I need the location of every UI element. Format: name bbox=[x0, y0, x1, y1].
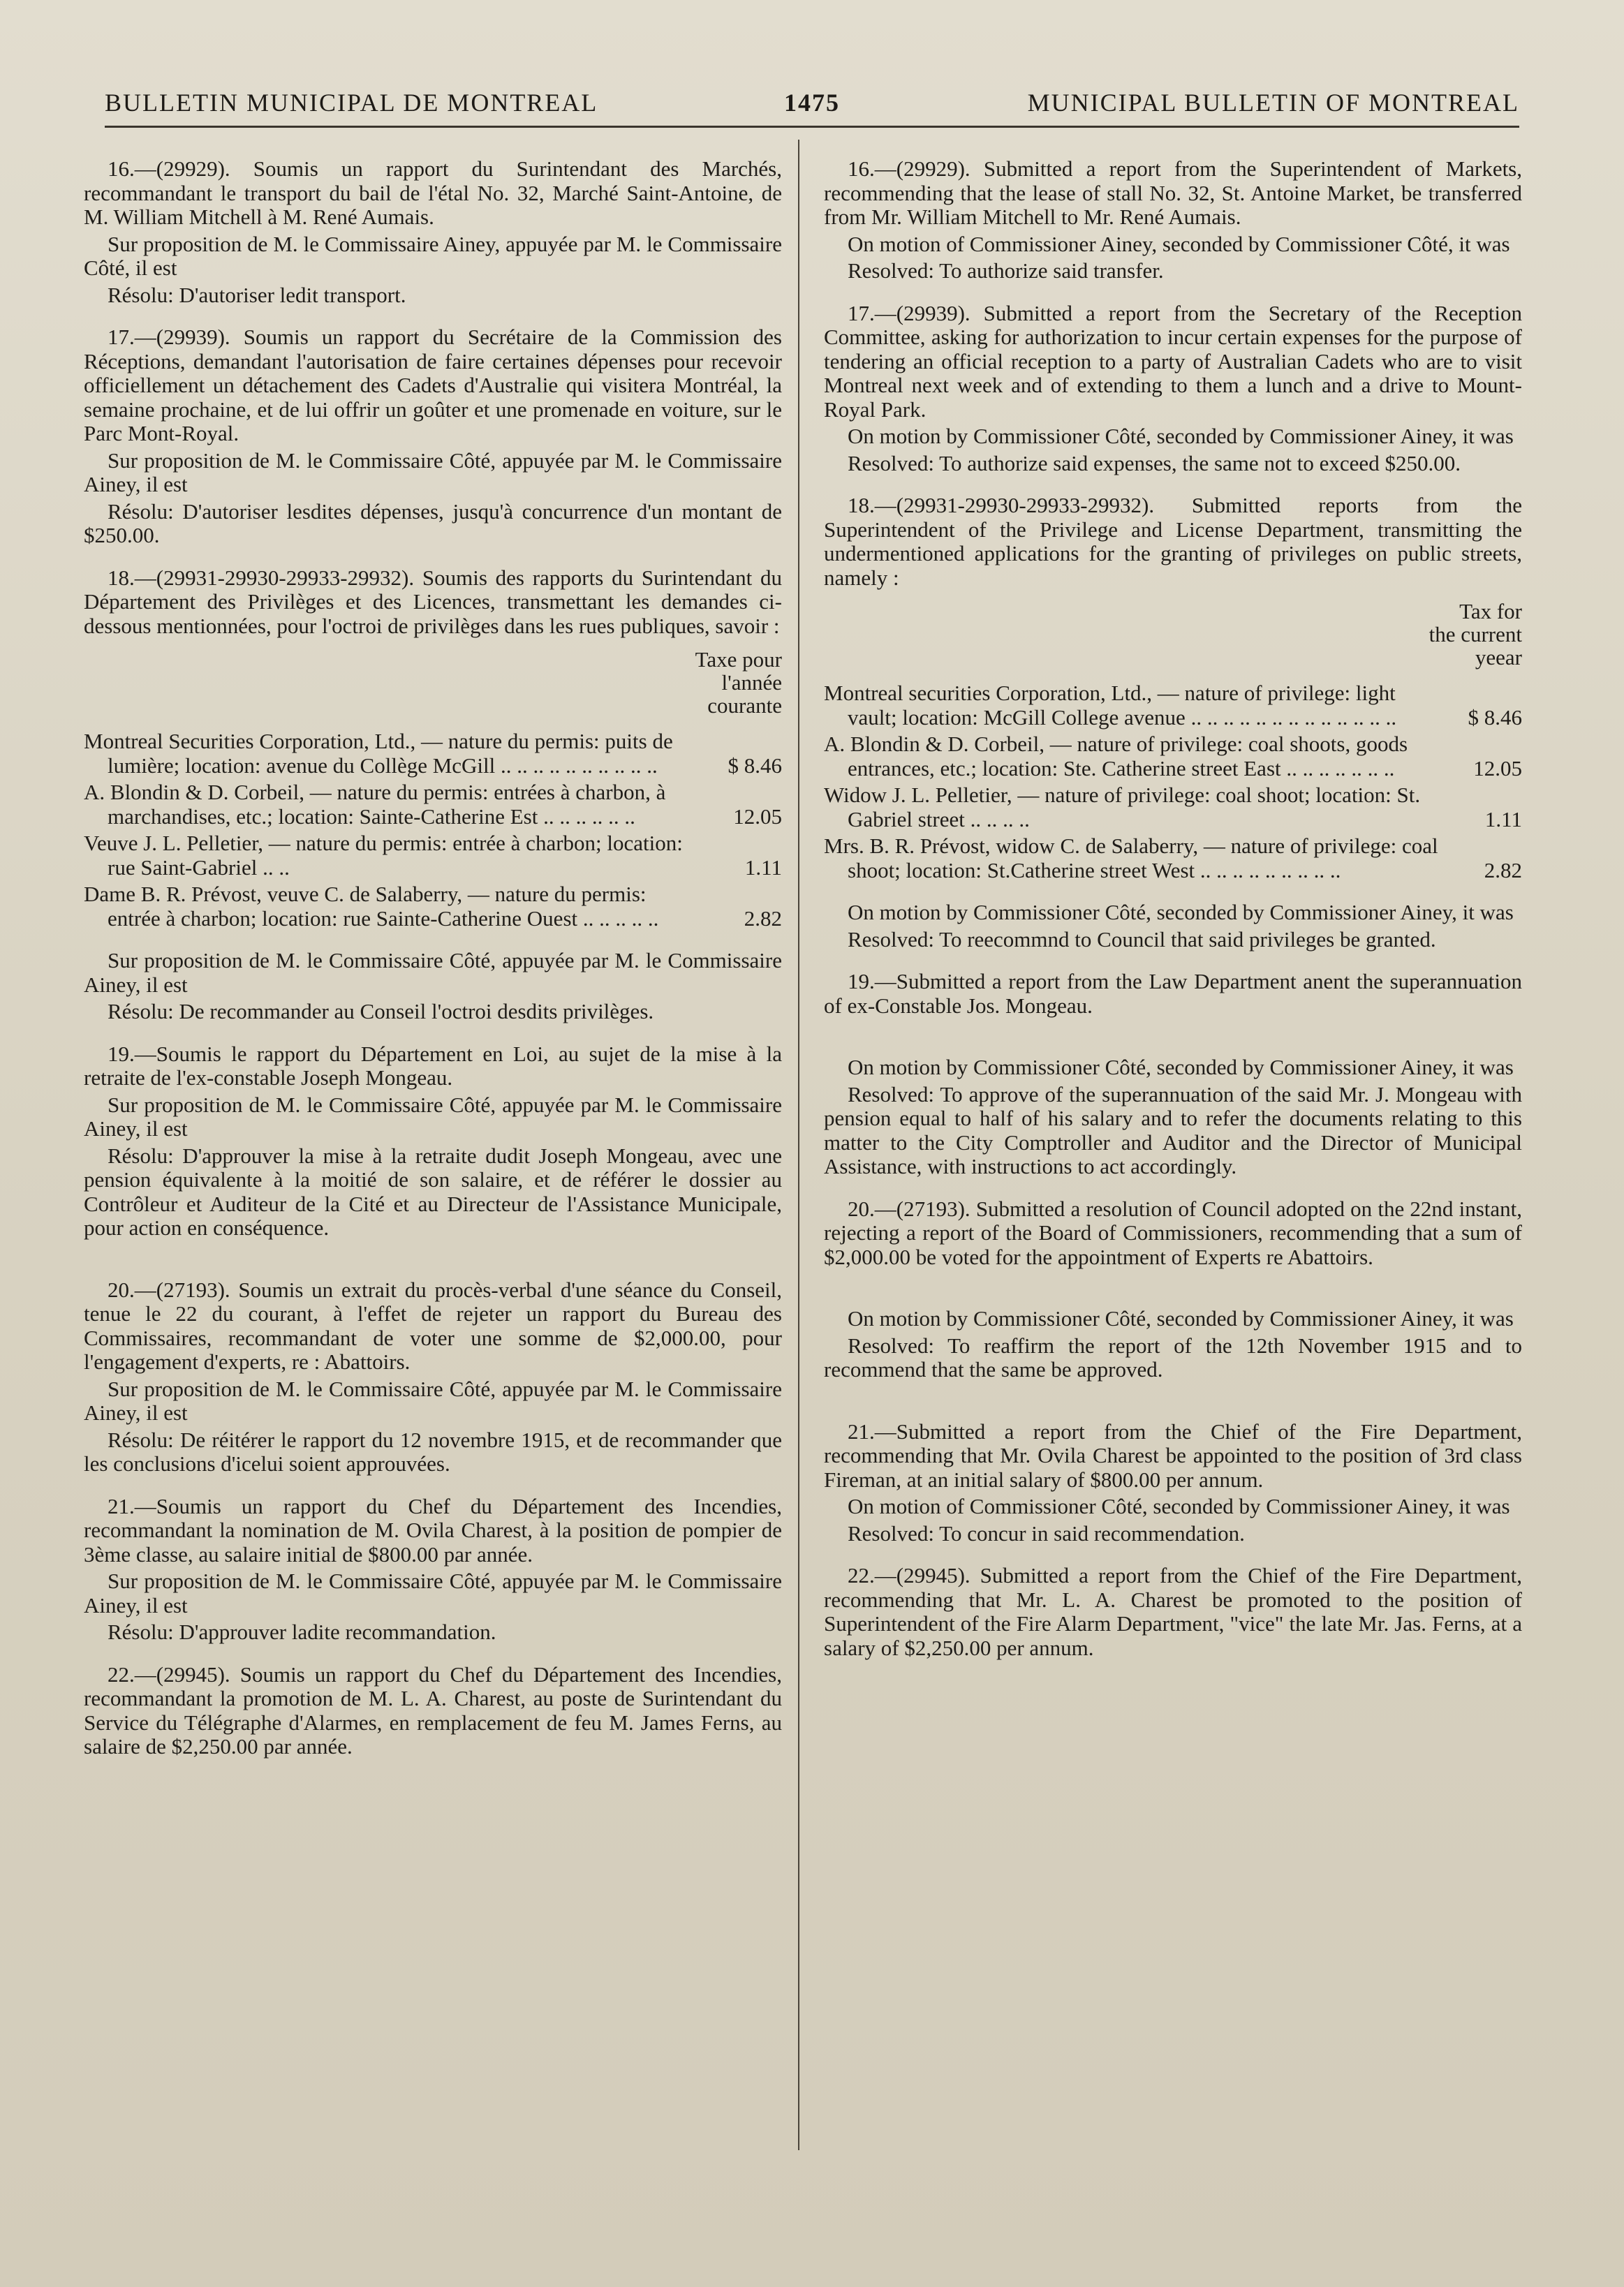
fr-item17-text: 17.—(29939). Soumis un rapport du Secrétaire de la Commission des Réceptions, demandant l'autorisation de faire certaines dépenses pour recevoir officiellement un détachement des Cadets d'Australie qui visitera Montréal, la semaine prochaine, et de lui offrir un goûter et une promenade en voiture, sur le Parc Mont-Royal. bbox=[84, 325, 782, 445]
en-entry-description: A. Blondin & D. Corbeil, — nature of privilege: coal shoots, goods entrances, etc.; location: Ste. Catherine street East .. .. .. .. .. .. .. bbox=[824, 732, 1408, 780]
en-privilege-entry bbox=[824, 732, 1522, 780]
en-entry-description: Mrs. B. R. Prévost, widow C. de Salaberry, — nature of privilege: coal shoot; location: St.Catherine street West .. .. .. .. .. .. .. .. .. bbox=[824, 834, 1438, 882]
fr-entry-description: Veuve J. L. Pelletier, — nature du permis: entrée à charbon; location: rue Saint-Gabriel .. .. bbox=[84, 831, 683, 880]
en-entry-description: Montreal securities Corporation, Ltd., — nature of privilege: light vault; location: McGill College avenue .. .. .. .. .. .. .. .. .. .. .. .. .. bbox=[824, 681, 1397, 730]
en-entry-amount: 2.82 bbox=[1484, 857, 1522, 882]
en-entry-amount: $ 8.46 bbox=[1468, 704, 1522, 730]
fr-item19-motion: Sur proposition de M. le Commissaire Côté, appuyée par M. le Commissaire Ainey, il est bbox=[84, 1092, 782, 1141]
en-item17-text: 17.—(29939). Submitted a report from the Secretary of the Reception Committee, asking for authorization to incur certain expenses for the purpose of tendering an official reception to a party of Australian Cadets who are to visit Montreal next week and of extending to them a lunch and a drive to Mount-Royal Park. bbox=[824, 300, 1522, 422]
fr-tax-header-line2: l'année bbox=[721, 670, 782, 695]
fr-item22-text: 22.—(29945). Soumis un rapport du Chef du Département des Incendies, recommandant la promotion de M. L. A. Charest, au poste de Surintendant du Service du Télégraphe d'Alarmes, en remplacement de feu M. James Ferns, au salaire de $2,250.00 par année. bbox=[84, 1661, 782, 1759]
en-item19-resolution: Resolved: To approve of the superannuation of the said Mr. J. Mongeau with pension equal to half of his salary and to refer the documents relating to this matter to the City Comptroller and Auditor and the Director of Municipal Assistance, with instructions to act accordingly. bbox=[824, 1081, 1522, 1178]
en-item16-resolution: Resolved: To authorize said transfer. bbox=[848, 258, 1164, 283]
fr-privilege-entry bbox=[84, 831, 782, 880]
fr-item17-motion: Sur proposition de M. le Commissaire Côté, appuyée par M. le Commissaire Ainey, il est bbox=[84, 447, 782, 496]
fr-entry-description: Montreal Securities Corporation, Ltd., — nature du permis: puits de lumière; location: avenue du Collège McGill .. .. .. .. .. .. .. .. .. .. bbox=[84, 729, 673, 778]
fr-item21-motion: Sur proposition de M. le Commissaire Côté, appuyée par M. le Commissaire Ainey, il est bbox=[84, 1569, 782, 1618]
fr-item16-motion: Sur proposition de M. le Commissaire Ainey, appuyée par M. le Commissaire Côté, il est bbox=[84, 231, 782, 280]
en-item18-motion: On motion by Commissioner Côté, seconded by Commissioner Ainey, it was bbox=[848, 900, 1514, 924]
en-item19-motion: On motion by Commissioner Côté, seconded by Commissioner Ainey, it was bbox=[848, 1055, 1514, 1079]
fr-item18-text: 18.—(29931-29930-29933-29932). Soumis des rapports du Surintendant du Département des Privilèges et des Licences, transmettant les demandes ci-dessous mentionnées, pour l'octroi de privilèges dans les rues publiques, savoir : bbox=[84, 565, 782, 638]
en-tax-header-line1: Tax for bbox=[1459, 599, 1522, 623]
en-item22-text: 22.—(29945). Submitted a report from the Chief of the Fire Department, recommending that Mr. L. A. Charest be promoted to the position of Superintendent of the Fire Alarm Department, "vice" the late Mr. Jas. Ferns, at a salary of $2,250.00 per annum. bbox=[824, 1563, 1522, 1660]
en-tax-header-line2: the current bbox=[1429, 622, 1522, 646]
fr-tax-column-header bbox=[84, 648, 782, 717]
fr-privilege-entry bbox=[84, 780, 782, 829]
french-column bbox=[84, 157, 782, 1762]
en-item21-motion: On motion of Commissioner Côté, seconded by Commissioner Ainey, it was bbox=[848, 1494, 1510, 1518]
fr-tax-header-line3: courante bbox=[707, 693, 782, 718]
en-item17-motion: On motion by Commissioner Côté, seconded by Commissioner Ainey, it was bbox=[848, 424, 1514, 448]
en-item18-text: 18.—(29931-29930-29933-29932). Submitted reports from the Superintendent of the Privilege and License Department, transmitting the undermentioned applications for the granting of privileges on public streets, namely : bbox=[824, 493, 1522, 590]
header-french-title: BULLETIN MUNICIPAL DE MONTREAL bbox=[105, 89, 598, 117]
page-number: 1475 bbox=[784, 89, 840, 117]
en-entry-amount: 12.05 bbox=[1473, 755, 1522, 780]
fr-item20-motion: Sur proposition de M. le Commissaire Côté, appuyée par M. le Commissaire Ainey, il est bbox=[84, 1376, 782, 1425]
en-item20-motion: On motion by Commissioner Côté, seconded by Commissioner Ainey, it was bbox=[848, 1306, 1514, 1331]
fr-tax-header-line1: Taxe pour bbox=[695, 647, 782, 672]
fr-privilege-entry bbox=[84, 730, 782, 778]
en-entry-amount: 1.11 bbox=[1484, 806, 1522, 831]
en-item17-resolution: Resolved: To authorize said expenses, the same not to exceed $250.00. bbox=[848, 450, 1461, 475]
en-item18-resolution: Resolved: To reecommnd to Council that said privileges be granted. bbox=[848, 926, 1436, 952]
fr-item18-resolution: Résolu: De recommander au Conseil l'octroi desdits privilèges. bbox=[108, 999, 654, 1023]
fr-entry-description: A. Blondin & D. Corbeil, — nature du permis: entrées à charbon, à marchandises, etc.; location: Sainte-Catherine Est .. .. .. .. .. .. bbox=[84, 780, 666, 829]
fr-item20-text: 20.—(27193). Soumis un extrait du procès-verbal d'une séance du Conseil, tenue le 22 du courant, à l'effet de rejeter un rapport du Bureau des Commissaires, recommandant de voter une somme de $2,000.00, pour l'engagement d'experts, re : Abattoirs. bbox=[84, 1277, 782, 1374]
header-english-title: MUNICIPAL BULLETIN OF MONTREAL bbox=[1027, 89, 1519, 117]
en-privilege-entry bbox=[824, 834, 1522, 882]
en-tax-column-header bbox=[824, 600, 1522, 669]
en-item16-text: 16.—(29929). Submitted a report from the Superintendent of Markets, recommending that the lease of stall No. 32, St. Antoine Market, be transferred from Mr. William Mitchell to Mr. René Aumais. bbox=[824, 156, 1522, 229]
english-column bbox=[824, 157, 1522, 1663]
fr-item18-motion: Sur proposition de M. le Commissaire Côté, appuyée par M. le Commissaire Ainey, il est bbox=[84, 948, 782, 997]
column-divider bbox=[798, 140, 799, 2150]
en-item21-resolution: Resolved: To concur in said recommendation. bbox=[848, 1520, 1245, 1546]
fr-entry-amount: 2.82 bbox=[744, 905, 782, 931]
fr-item16-resolution: Résolu: D'autoriser ledit transport. bbox=[108, 282, 406, 307]
en-privilege-entry bbox=[824, 681, 1522, 730]
en-item16-motion: On motion of Commissioner Ainey, seconded by Commissioner Côté, it was bbox=[848, 231, 1510, 256]
fr-entry-amount: 12.05 bbox=[733, 804, 782, 829]
en-item21-text: 21.—Submitted a report from the Chief of the Fire Department, recommending that Mr. Ovila Charest be appointed to the position of 3rd class Fireman, at an initial salary of $800.00 per annum. bbox=[824, 1419, 1522, 1492]
fr-item19-text: 19.—Soumis le rapport du Département en Loi, au sujet de la mise à la retraite de l'ex-constable Joseph Mongeau. bbox=[84, 1041, 782, 1090]
fr-item21-resolution: Résolu: D'approuver ladite recommandation. bbox=[108, 1620, 496, 1644]
en-tax-header-line3: yeear bbox=[1475, 645, 1522, 669]
fr-entry-amount: 1.11 bbox=[744, 854, 782, 880]
en-privilege-entry bbox=[824, 783, 1522, 831]
fr-item19-resolution: Résolu: D'approuver la mise à la retraite dudit Joseph Mongeau, avec une pension équivalente à la moitié de son salaire, et de référer le dossier au Contrôleur et Auditeur de la Cité et au Directeur de l'Assistance Municipale, pour action en conséquence. bbox=[84, 1143, 782, 1240]
en-item19-text: 19.—Submitted a report from the Law Department anent the superannuation of ex-Constable Jos. Mongeau. bbox=[824, 969, 1522, 1018]
fr-item16-text: 16.—(29929). Soumis un rapport du Surintendant des Marchés, recommandant le transport du bail de l'étal No. 32, Marché Saint-Antoine, de M. William Mitchell à M. René Aumais. bbox=[84, 156, 782, 229]
en-entry-description: Widow J. L. Pelletier, — nature of privilege: coal shoot; location: St. Gabriel street .. .. .. .. bbox=[824, 783, 1421, 831]
fr-entry-amount: $ 8.46 bbox=[728, 753, 782, 778]
fr-privilege-entry bbox=[84, 882, 782, 931]
page-header bbox=[105, 70, 1519, 128]
fr-item21-text: 21.—Soumis un rapport du Chef du Département des Incendies, recommandant la nomination de M. Ovila Charest, à la position de pompier de 3ème classe, au salaire initial de $800.00 par année. bbox=[84, 1493, 782, 1567]
fr-item17-resolution: Résolu: D'autoriser lesdites dépenses, jusqu'à concurrence d'un montant de $250.00. bbox=[84, 498, 782, 547]
en-item20-resolution: Resolved: To reaffirm the report of the 12th November 1915 and to recommend that the same be approved. bbox=[824, 1333, 1522, 1382]
fr-item20-resolution: Résolu: De réitérer le rapport du 12 novembre 1915, et de recommander que les conclusions d'icelui soient approuvées. bbox=[84, 1427, 782, 1476]
en-item20-text: 20.—(27193). Submitted a resolution of Council adopted on the 22nd instant, rejecting a report of the Board of Commissioners, recommending that a sum of $2,000.00 be voted for the appointment of Experts re Abattoirs. bbox=[824, 1196, 1522, 1269]
fr-entry-description: Dame B. R. Prévost, veuve C. de Salaberry, — nature du permis: entrée à charbon; location: rue Sainte-Catherine Ouest .. .. .. .. .. bbox=[84, 882, 659, 931]
